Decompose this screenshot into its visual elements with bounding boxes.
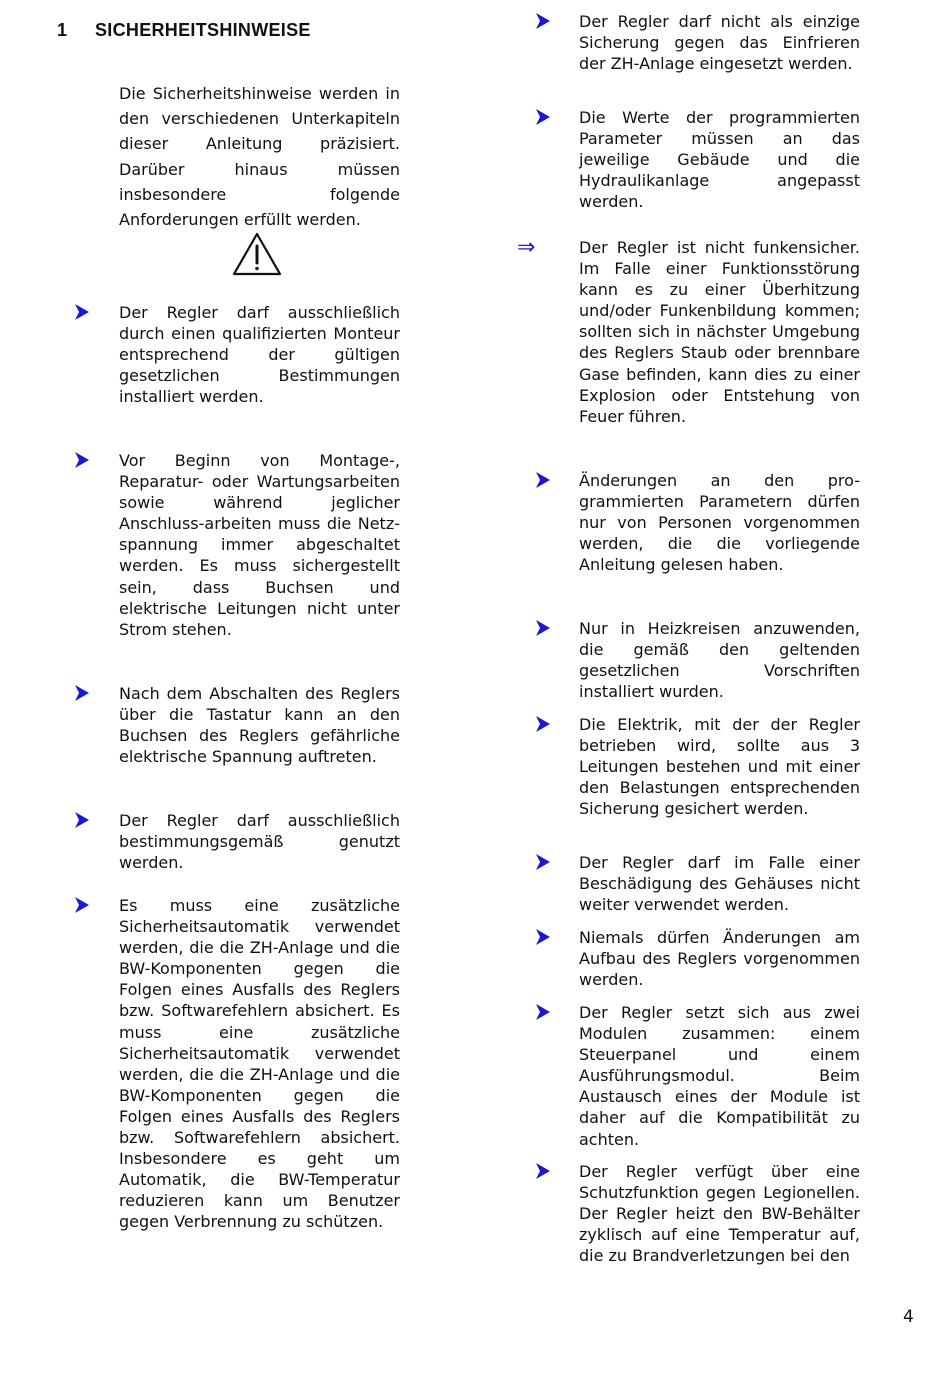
list-item: Es muss eine zusätzliche Sicherheitsautomatik verwendet werden, die die ZH-Anlage und die BW-Komponenten gegen die Folgen eines Ausfalls des Reglers bzw. Softwarefehlern absichert. Es muss eine zusätzliche Sicherheitsautomatik verwendet werden, die die ZH-Anlage und die BW-Komponenten gegen die Folgen eines Ausfalls des Reglers bzw. Softwarefehlern absichert. Insbesondere es geht um Automatik, die BW-Temperatur reduzieren kann um Benutzer gegen Verbrennung zu schützen. <box>119 896 400 1232</box>
arrowhead-bullet-icon <box>535 1162 551 1180</box>
arrowhead-bullet-icon <box>535 853 551 871</box>
arrowhead-bullet-icon <box>74 684 90 702</box>
section-number: 1 <box>57 20 68 40</box>
arrowhead-bullet-icon <box>74 811 90 829</box>
double-arrow-icon: ⇒ <box>517 235 536 260</box>
arrowhead-bullet-icon <box>535 928 551 946</box>
list-item: Niemals dürfen Änderungen am Aufbau des Reglers vorgenommen werden. <box>579 928 860 990</box>
list-item: Vor Beginn von Montage-, Reparatur- oder Wartungsarbeiten sowie während jeglicher Anschluss-arbeiten muss die Netz-spannung immer abgeschaltet werden. Es muss sichergestellt sein, dass Buchsen und elektrische Leitungen nicht unter Strom stehen. <box>119 451 400 639</box>
warning-triangle-icon <box>232 232 282 276</box>
list-item: Die Werte der programmierten Parameter müssen an das jeweilige Gebäude und die Hydraulikanlage angepasst werden. <box>579 108 860 212</box>
list-item: Der Regler verfügt über eine Schutzfunktion gegen Legionellen. Der Regler heizt den BW-Behälter zyklisch auf eine Temperatur auf, die zu Brandverletzungen bei den <box>579 1162 860 1266</box>
arrowhead-bullet-icon <box>535 12 551 30</box>
arrowhead-bullet-icon <box>74 451 90 469</box>
list-item: Der Regler darf ausschließlich durch einen qualifizierten Monteur entsprechend der gültigen gesetzlichen Bestimmungen installiert werden. <box>119 303 400 407</box>
list-item: Der Regler ist nicht funkensicher. Im Falle einer Funktionsstörung kann es zu einer Überhitzung und/oder Funkenbildung kommen; sollten sich in nächster Umgebung des Reglers Staub oder brennbare Gase befinden, kann dies zu einer Explosion oder Entstehung von Feuer führen. <box>579 238 860 426</box>
arrowhead-bullet-icon <box>74 896 90 914</box>
list-item: Der Regler darf nicht als einzige Sicherung gegen das Einfrieren der ZH-Anlage eingesetzt werden. <box>579 12 860 74</box>
list-item: Änderungen an den pro-grammierten Parametern dürfen nur von Personen vorgenommen werden, die die vorliegende Anleitung gelesen haben. <box>579 471 860 575</box>
arrowhead-bullet-icon <box>535 715 551 733</box>
list-item: Nur in Heizkreisen anzuwenden, die gemäß den geltenden gesetzlichen Vorschriften installiert wurden. <box>579 619 860 702</box>
list-item: Der Regler setzt sich aus zwei Modulen zusammen: einem Steuerpanel und einem Ausführungsmodul. Beim Austausch eines der Module ist daher auf die Kompatibilität zu achten. <box>579 1003 860 1149</box>
arrowhead-bullet-icon <box>74 303 90 321</box>
intro-paragraph: Die Sicherheitshinweise werden in den verschiedenen Unterkapiteln dieser Anleitung präzisiert. Darüber hinaus müssen insbesondere folgende Anforderungen erfüllt werden. <box>119 84 400 230</box>
arrowhead-bullet-icon <box>535 1003 551 1021</box>
list-item: Nach dem Abschalten des Reglers über die Tastatur kann an den Buchsen des Reglers gefährliche elektrische Spannung auftreten. <box>119 684 400 767</box>
arrowhead-bullet-icon <box>535 619 551 637</box>
list-item: Der Regler darf ausschließlich bestimmungsgemäß genutzt werden. <box>119 811 400 873</box>
arrowhead-bullet-icon <box>535 471 551 489</box>
list-item: Der Regler darf im Falle einer Beschädigung des Gehäuses nicht weiter verwendet werden. <box>579 853 860 915</box>
arrowhead-bullet-icon <box>535 108 551 126</box>
list-item: Die Elektrik, mit der der Regler betrieben wird, sollte aus 3 Leitungen bestehen und mit einer den Belastungen entsprechenden Sicherung gesichert werden. <box>579 715 860 819</box>
section-title: SICHERHEITSHINWEISE <box>95 20 311 40</box>
section-heading <box>57 20 311 41</box>
page-number: 4 <box>903 1307 914 1327</box>
